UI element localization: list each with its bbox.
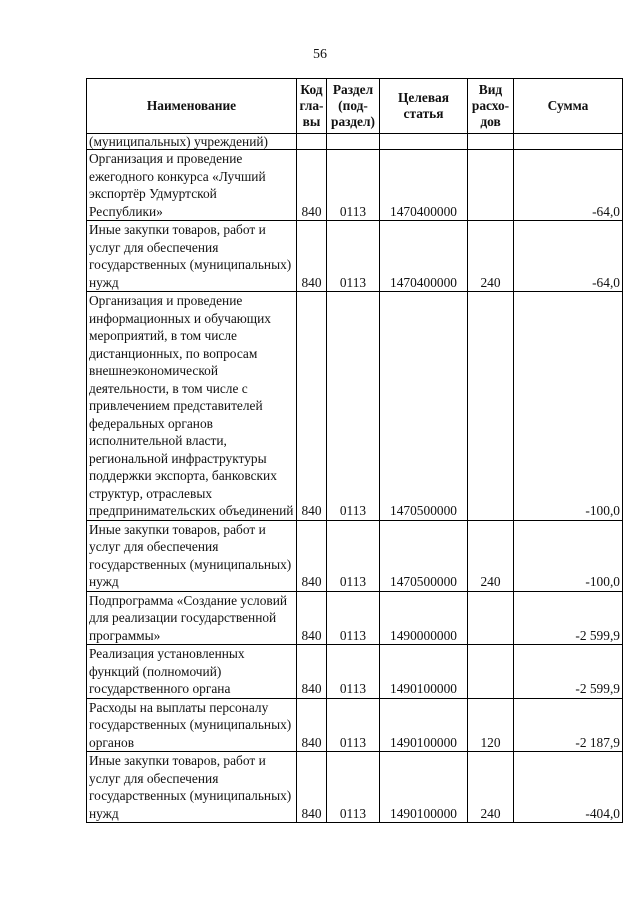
row-code: 840 [297,520,327,591]
row-section: 0113 [327,150,380,221]
row-sum: -404,0 [514,752,623,823]
row-target: 1470500000 [380,520,468,591]
header-row [87,79,623,134]
continuation-row [87,134,623,150]
row-name: Иные закупки товаров, работ и услуг для обеспечения государственных (муниципальных) нужд [87,221,297,292]
row-type: 240 [468,752,514,823]
table-row [87,645,623,699]
row-sum: -64,0 [514,150,623,221]
row-target: 1490100000 [380,645,468,699]
page-number: 56 [313,47,327,62]
row-code: 840 [297,645,327,699]
row-section: 0113 [327,520,380,591]
row-sum: -100,0 [514,292,623,521]
row-name: Реализация установленных функций (полномочий) государственного органа [87,645,297,699]
table-row [87,221,623,292]
row-section: 0113 [327,221,380,292]
row-code: 840 [297,591,327,645]
row-type: 240 [468,221,514,292]
header-target: Целевая статья [380,79,468,134]
row-target: 1490100000 [380,698,468,752]
row-sum: -2 599,9 [514,645,623,699]
row-code: 840 [297,292,327,521]
header-code: Код гла- вы [297,79,327,134]
row-section: 0113 [327,645,380,699]
header-section: Раздел (под- раздел) [327,79,380,134]
header-name: Наименование [87,79,297,134]
row-type [468,591,514,645]
header-type: Вид расхо- дов [468,79,514,134]
table-row [87,698,623,752]
row-code: 840 [297,752,327,823]
row-type: 240 [468,520,514,591]
row-section: 0113 [327,591,380,645]
row-name: Иные закупки товаров, работ и услуг для обеспечения государственных (муниципальных) нужд [87,520,297,591]
table-row [87,591,623,645]
row-type [468,150,514,221]
row-sum: -100,0 [514,520,623,591]
row-target: 1470400000 [380,150,468,221]
row-section: 0113 [327,698,380,752]
row-name: Организация и проведение ежегодного конкурса «Лучший экспортёр Удмуртской Республики» [87,150,297,221]
row-code: 840 [297,221,327,292]
row-target: 1470500000 [380,292,468,521]
row-section: 0113 [327,292,380,521]
table-row [87,520,623,591]
row-type: 120 [468,698,514,752]
row-sum: -2 187,9 [514,698,623,752]
table-row [87,292,623,521]
row-type [468,292,514,521]
row-type [468,645,514,699]
budget-table [86,78,623,823]
row-name: Расходы на выплаты персоналу государственных (муниципальных) органов [87,698,297,752]
table-row [87,752,623,823]
row-sum: -64,0 [514,221,623,292]
row-name: Иные закупки товаров, работ и услуг для обеспечения государственных (муниципальных) нужд [87,752,297,823]
row-code: 840 [297,698,327,752]
row-target: 1470400000 [380,221,468,292]
table-row [87,150,623,221]
continuation-text: (муниципальных) учреждений) [87,134,297,150]
row-target: 1490100000 [380,752,468,823]
row-code: 840 [297,150,327,221]
header-sum: Сумма [514,79,623,134]
row-name: Подпрограмма «Создание условий для реализации государственной программы» [87,591,297,645]
row-name: Организация и проведение информационных и обучающих мероприятий, в том числе дистанционных, по вопросам внешнеэкономической деятельности, в том числе с привлечением представителей федеральных органов исполнительной власти, региональной инфраструктуры поддержки экспорта, банковских структур, отраслевых предпринимательских объединений [87,292,297,521]
row-sum: -2 599,9 [514,591,623,645]
row-section: 0113 [327,752,380,823]
row-target: 1490000000 [380,591,468,645]
